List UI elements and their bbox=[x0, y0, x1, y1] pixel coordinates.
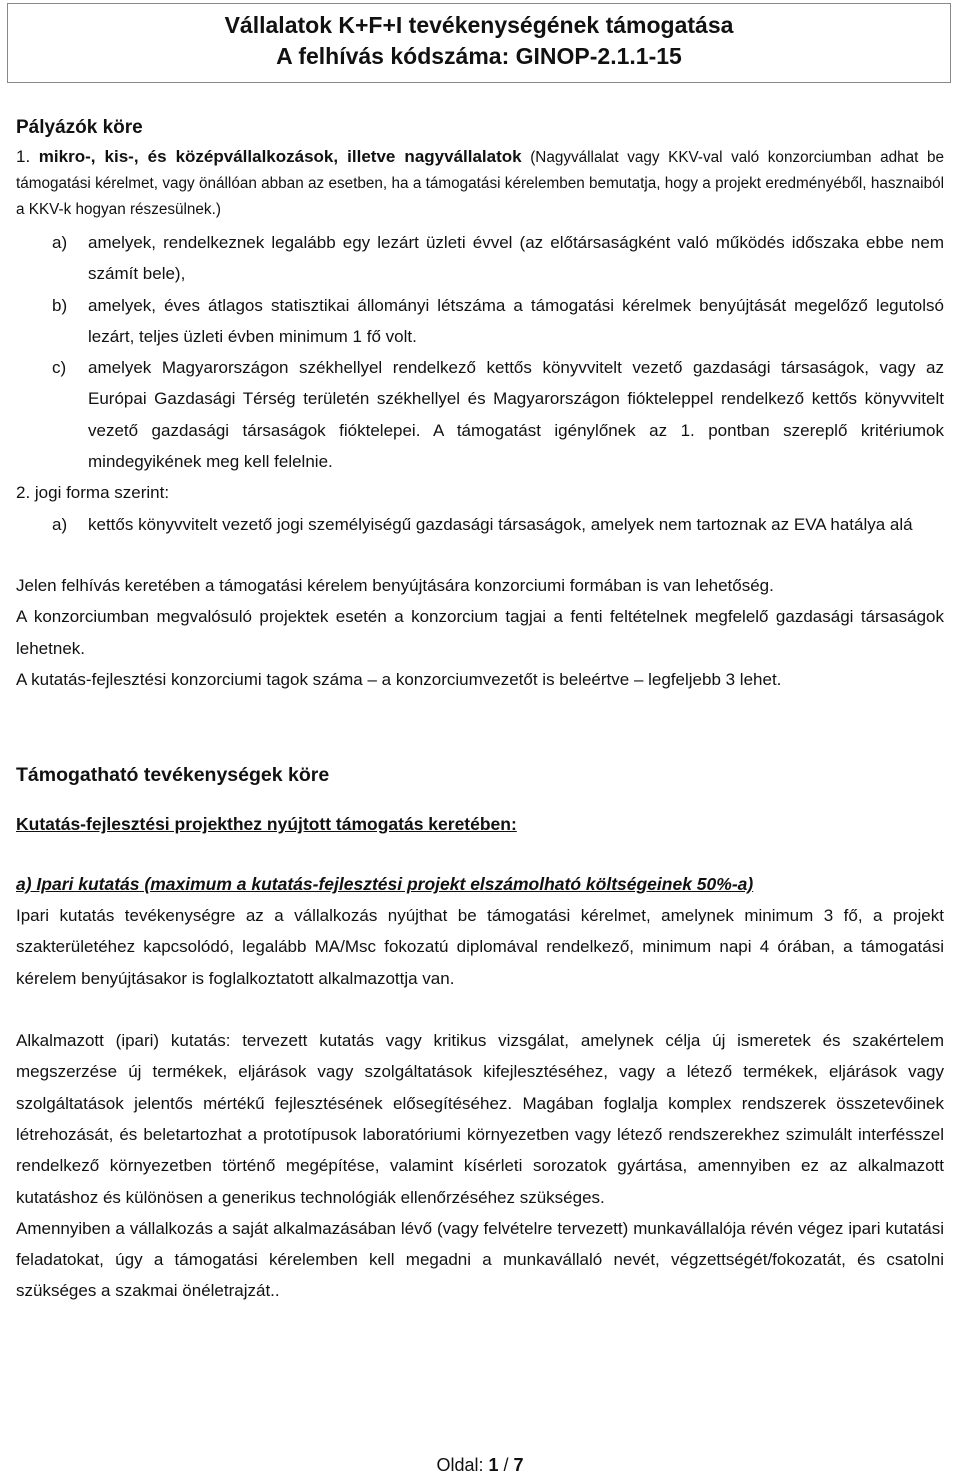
page-label: Oldal: bbox=[436, 1455, 484, 1475]
current-page: 1 bbox=[488, 1455, 499, 1475]
employee-paragraph: Amennyiben a vállalkozás a saját alkalmazásában lévő (vagy felvételre tervezett) munkavállalója révén végez ipari kutatási feladatokat, úgy a támogatási kérelemben kell megadni a munkavállaló nevét, végzettségét/fokozatát, és csatolni szükséges a szakmai önéletrajzát.. bbox=[16, 1218, 944, 1301]
page-footer bbox=[0, 1455, 960, 1476]
legal-form-item-a bbox=[16, 509, 944, 540]
criteria-item-b bbox=[16, 290, 944, 353]
consortium-paragraph: A kutatás-fejlesztési konzorciumi tagok száma – a konzorciumvezetőt is beleértve – legfeljebb 3 lehet. bbox=[16, 669, 782, 689]
criteria-item-c bbox=[16, 352, 944, 477]
item-1-bold-text: mikro-, kis-, és középvállalkozások, illetve nagyvállalatok bbox=[38, 147, 522, 166]
criteria-marker: a) bbox=[52, 514, 68, 534]
call-code: A felhívás kódszáma: GINOP-2.1.1-15 bbox=[276, 43, 682, 69]
activities-heading: Támogatható tevékenységek köre bbox=[16, 764, 330, 787]
applied-research-paragraph: Alkalmazott (ipari) kutatás: tervezett kutatás vagy kritikus vizsgálat, amelynek célja új ismeretek és szakértelem megszerzése új termékek, eljárások vagy szolgáltatások kifejlesztéséhez, vagy a létező termékek, eljárások vagy szolgáltatások jelentős mértékű fejlesztésének elősegítéséhez. Magában foglalja komplex rendszerek összetevőinek létrehozását, és beletartozhat a prototípusok laboratóriumi környezetben vagy létező rendszerekhez szimulált interfésszel rendelkező környezetben történő megépítése, valamint kísérleti sorozatok gyártása, amennyiben ez az alkalmazott kutatáshoz és különösen a generikus technológiák ellenőrzéséhez szükséges. bbox=[16, 1031, 944, 1207]
activities-subheading: Kutatás-fejlesztési projekthez nyújtott támogatás keretében: bbox=[16, 814, 517, 835]
industrial-research-title: a) Ipari kutatás (maximum a kutatás-fejlesztési projekt elszámolható költségeinek 50%-a) bbox=[16, 874, 754, 895]
criteria-text: amelyek Magyarországon székhellyel rendelkező kettős könyvvitelt vezető gazdasági társaságok, vagy az Európai Gazdasági Térség területén székhellyel és Magyarországon fiókteleppel rendelkező kettős könyvvitelt vezető gazdasági társaságok fióktelepei. A támogatást igénylőnek az 1. pontban szereplő kritériumok mindegyikének meg kell felelnie. bbox=[88, 358, 944, 472]
document-header bbox=[7, 3, 951, 83]
criteria-item-a bbox=[16, 227, 944, 290]
criteria-text: amelyek, éves átlagos statisztikai állományi létszáma a támogatási kérelmek benyújtását megelőző legutolsó lezárt, teljes üzleti évben minimum 1 fő volt. bbox=[88, 295, 944, 346]
criteria-text: kettős könyvvitelt vezető jogi személyiségű gazdasági társaságok, amelyek nem tartoznak az EVA hatálya alá bbox=[88, 514, 913, 534]
item-1-note: (Nagyvállalat vagy KKV-val való konzorciumban adhat be támogatási kérelmet, vagy önállóan abban az esetben, ha a támogatási kérelemben bemutatja, hogy a projekt eredményéből, hasznaiból a KKV-k hogyan részesülnek.) bbox=[16, 149, 944, 218]
document-body bbox=[16, 112, 944, 1307]
criteria-list bbox=[16, 227, 944, 477]
consortium-paragraph: Jelen felhívás keretében a támogatási kérelem benyújtására konzorciumi formában is van lehetőség. bbox=[16, 575, 774, 595]
consortium-paragraph: A konzorciumban megvalósuló projektek esetén a konzorcium tagjai a fenti feltételnek megfelelő gazdasági társaságok lehetnek. bbox=[16, 607, 944, 658]
criteria-text: amelyek, rendelkeznek legalább egy lezárt üzleti évvel (az előtársaságként való működés időszaka ebbe nem számít bele), bbox=[88, 233, 944, 284]
page-separator: / bbox=[503, 1455, 509, 1475]
item-1-number: 1. bbox=[16, 147, 31, 166]
applicants-heading: Pályázók köre bbox=[16, 117, 143, 138]
legal-form-list bbox=[16, 509, 944, 540]
total-pages: 7 bbox=[513, 1455, 524, 1475]
document-title: Vállalatok K+F+I tevékenységének támogatása bbox=[224, 12, 734, 38]
industrial-research-paragraph: Ipari kutatás tevékenységre az a vállalkozás nyújthat be támogatási kérelmet, amelynek minimum 3 fő, a projekt szakterületéhez kapcsolódó, legalább MA/Msc fokozatú diplomával rendelkező, minimum napi 4 órában, a támogatási kérelem benyújtásakor is foglalkoztatott alkalmazottja van. bbox=[16, 906, 944, 988]
applicants-item-1 bbox=[16, 144, 944, 223]
criteria-marker: a) bbox=[52, 233, 68, 252]
criteria-marker: b) bbox=[52, 295, 68, 315]
criteria-marker: c) bbox=[52, 358, 67, 378]
applicants-item-2: 2. jogi forma szerint: bbox=[16, 483, 170, 503]
